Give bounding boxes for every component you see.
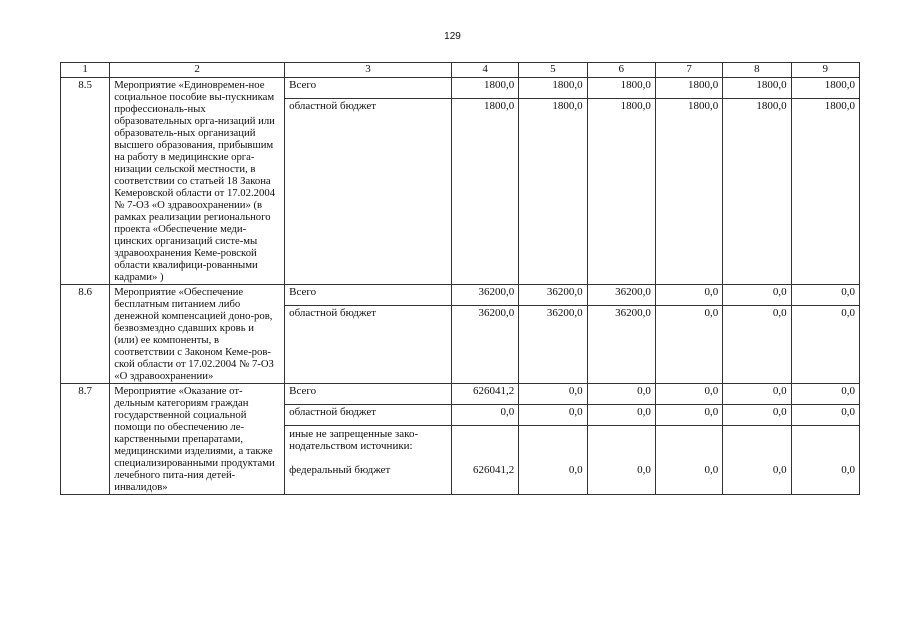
value-cell: 0,0 [723,384,791,405]
value-cell: 1800,0 [723,78,791,99]
value-cell: 0,0 [791,306,859,384]
value-cell: 0,0 [519,426,587,495]
value-cell: 1800,0 [519,99,587,285]
value-cell: 36200,0 [587,306,655,384]
value-cell: 0,0 [519,405,587,426]
value-cell: 0,0 [791,285,859,306]
source-label: Всего [285,384,452,405]
value-cell: 0,0 [655,285,722,306]
value-cell: 0,0 [655,405,722,426]
table-row [61,78,860,99]
value-cell: 1800,0 [655,78,722,99]
row-id: 8.7 [61,384,110,495]
column-header: 2 [110,63,285,78]
table-row [61,285,860,306]
source-label: Всего [285,285,452,306]
value-cell: 0,0 [587,405,655,426]
source-label: Всего [285,78,452,99]
value-cell: 0,0 [723,306,791,384]
value-cell: 0,0 [791,405,859,426]
column-header: 1 [61,63,110,78]
value-cell: 1800,0 [451,99,518,285]
budget-table [60,62,860,495]
row-id: 8.6 [61,285,110,384]
column-header: 6 [587,63,655,78]
column-header: 8 [723,63,791,78]
source-label: иные не запрещенные зако-нодательством источники: [289,428,419,452]
value-cell: 0,0 [791,384,859,405]
source-label-group [285,426,452,495]
row-description: Мероприятие «Обеспечение бесплатным питанием либо денежной компенсацией доно-ров, безвозмездно сдавших кровь и (или) ее компоненты, в соответствии с Законом Кеме-ров-ской области от 17.02.2004 № 7-ОЗ «О здравоохранении» [110,285,285,384]
value-cell: 1800,0 [587,78,655,99]
value-cell: 0,0 [519,384,587,405]
header-row [61,63,860,78]
value-cell: 0,0 [655,426,722,495]
value-cell: 0,0 [791,426,859,495]
value-cell: 36200,0 [587,285,655,306]
value-cell: 1800,0 [791,78,859,99]
table-row [61,384,860,405]
value-cell: 1800,0 [587,99,655,285]
column-header: 9 [791,63,859,78]
column-header: 5 [519,63,587,78]
value-cell: 36200,0 [451,306,518,384]
value-cell: 626041,2 [451,384,518,405]
value-cell: 0,0 [587,426,655,495]
row-description: Мероприятие «Единовремен-ное социальное пособие вы-пускникам профессиональ-ных образовательных орга-низаций или образователь-ных организаций высшего образования, прибывшим на работу в медицинские орга-низации сельской местности, в соответствии со статьей 18 Закона Кемеровской области от 17.02.2004 № 7-ОЗ «О здравоохранении» (в рамках реализации регионального проекта «Обеспечение меди-цинских организаций систе-мы здравоохранения Кеме-ровской области квалифици-рованными кадрами» ) [110,78,285,285]
column-header: 7 [655,63,722,78]
value-cell: 0,0 [723,405,791,426]
value-cell: 1800,0 [791,99,859,285]
source-label: областной бюджет [285,306,452,384]
source-label: областной бюджет [285,405,452,426]
row-description: Мероприятие «Оказание от-дельным категориям граждан государственной социальной помощи по обеспечению ле-карственными препаратами, медицинскими изделиями, а также специализированными продуктами лечебного пита-ния детей-инвалидов» [110,384,285,495]
value-cell: 36200,0 [519,285,587,306]
column-header: 3 [285,63,452,78]
value-cell: 0,0 [451,405,518,426]
source-sublabel: федеральный бюджет [289,464,391,476]
value-cell: 0,0 [655,384,722,405]
value-cell: 0,0 [723,285,791,306]
value-cell: 36200,0 [519,306,587,384]
value-cell: 626041,2 [451,426,518,495]
value-cell: 1800,0 [451,78,518,99]
column-header: 4 [451,63,518,78]
page-number: 129 [444,31,461,42]
value-cell: 1800,0 [519,78,587,99]
value-cell: 0,0 [587,384,655,405]
source-label: областной бюджет [285,99,452,285]
value-cell: 36200,0 [451,285,518,306]
value-cell: 1800,0 [655,99,722,285]
value-cell: 0,0 [655,306,722,384]
row-id: 8.5 [61,78,110,285]
value-cell: 1800,0 [723,99,791,285]
value-cell: 0,0 [723,426,791,495]
